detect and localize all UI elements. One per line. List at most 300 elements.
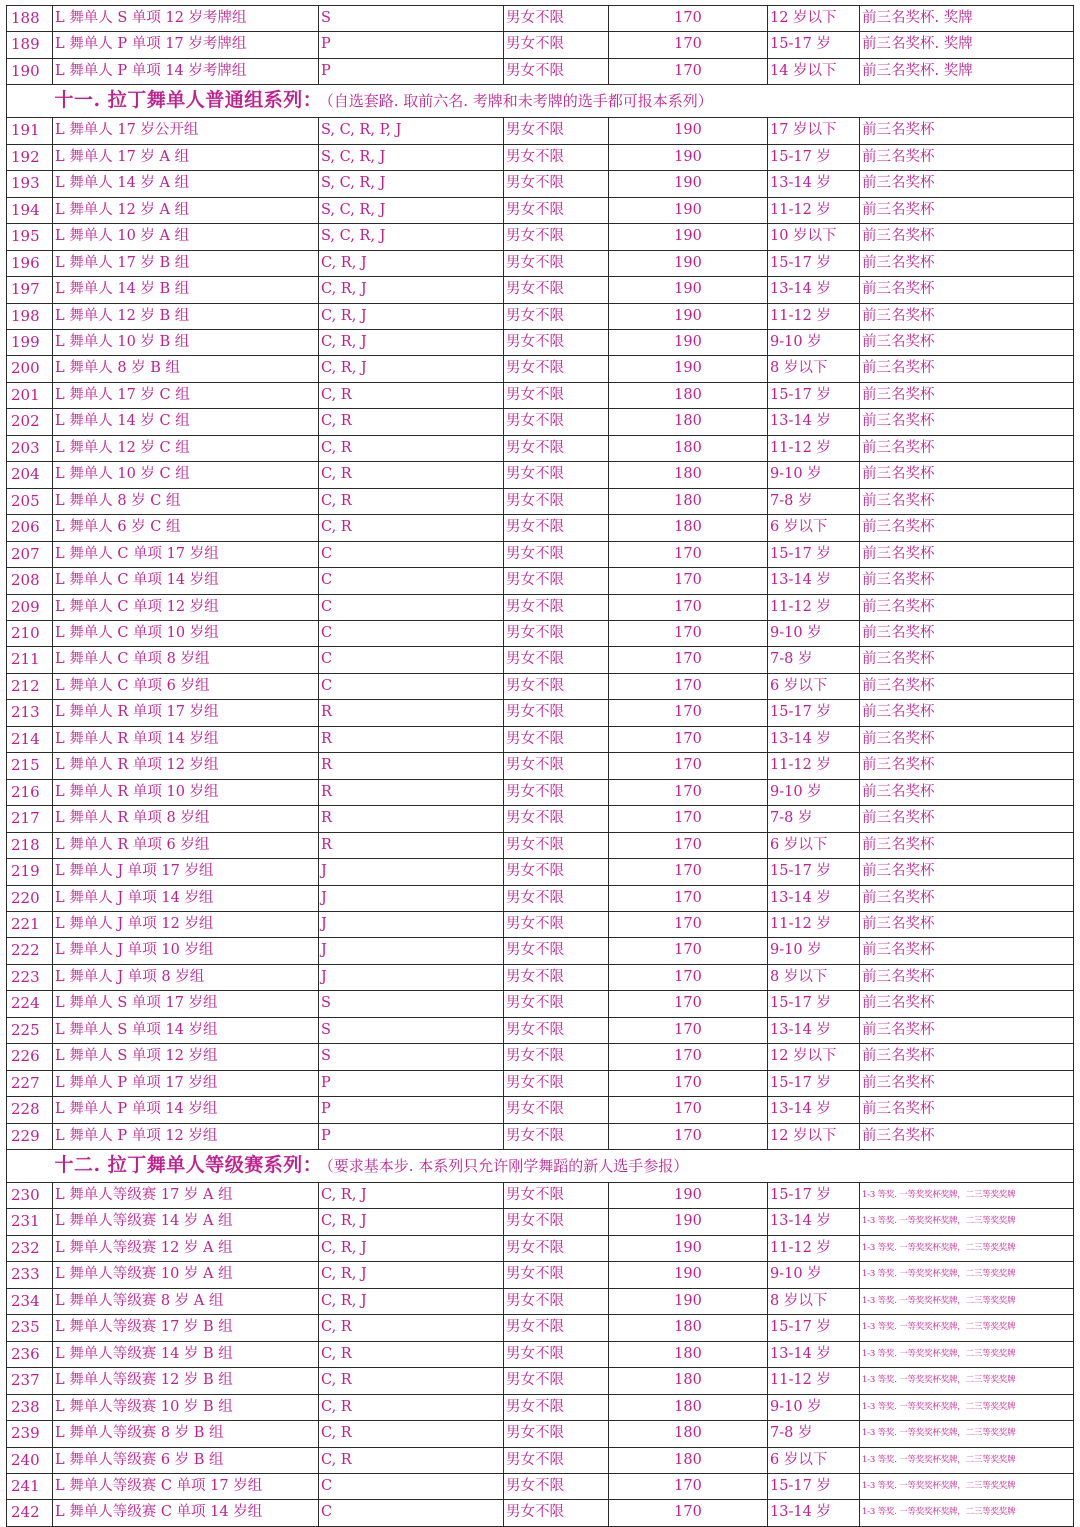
dances: R xyxy=(319,700,504,726)
event-number: 203 xyxy=(7,435,53,461)
event-number: 235 xyxy=(7,1315,53,1341)
event-name: L 舞单人 17 岁 C 组 xyxy=(53,382,319,408)
gender: 男女不限 xyxy=(504,1341,609,1367)
event-number: 208 xyxy=(7,568,53,594)
event-name: L 舞单人等级赛 8 岁 A 组 xyxy=(53,1288,319,1314)
age-group: 13-14 岁 xyxy=(768,1017,860,1043)
event-number: 222 xyxy=(7,938,53,964)
table-row xyxy=(7,277,1074,303)
age-group: 13-14 岁 xyxy=(768,171,860,197)
gender: 男女不限 xyxy=(504,673,609,699)
award: 前三名奖杯 xyxy=(860,250,1074,276)
entry-fee: 180 xyxy=(609,409,768,435)
table-row xyxy=(7,1341,1074,1367)
event-name: L 舞单人 S 单项 12 岁考牌组 xyxy=(53,6,319,32)
gender: 男女不限 xyxy=(504,329,609,355)
section-header xyxy=(7,1150,1074,1183)
award: 前三名奖杯 xyxy=(860,568,1074,594)
age-group: 7-8 岁 xyxy=(768,488,860,514)
age-group: 6 岁以下 xyxy=(768,1447,860,1473)
entry-fee: 170 xyxy=(609,647,768,673)
table-row xyxy=(7,885,1074,911)
dances: C, R xyxy=(319,1394,504,1420)
award: 前三名奖杯 xyxy=(860,753,1074,779)
age-group: 15-17 岁 xyxy=(768,250,860,276)
event-number: 204 xyxy=(7,462,53,488)
age-group: 12 岁以下 xyxy=(768,1044,860,1070)
dances: J xyxy=(319,911,504,937)
entry-fee: 190 xyxy=(609,1262,768,1288)
age-group: 11-12 岁 xyxy=(768,753,860,779)
event-number: 198 xyxy=(7,303,53,329)
entry-fee: 170 xyxy=(609,859,768,885)
dances: C xyxy=(319,1474,504,1500)
gender: 男女不限 xyxy=(504,1235,609,1261)
age-group: 17 岁以下 xyxy=(768,118,860,144)
entry-fee: 190 xyxy=(609,356,768,382)
age-group: 13-14 岁 xyxy=(768,1341,860,1367)
event-name: L 舞单人等级赛 8 岁 B 组 xyxy=(53,1421,319,1447)
table-row xyxy=(7,329,1074,355)
gender: 男女不限 xyxy=(504,779,609,805)
award: 前三名奖杯 xyxy=(860,726,1074,752)
age-group: 8 岁以下 xyxy=(768,1288,860,1314)
dances: S, C, R, J xyxy=(319,171,504,197)
award: 1-3 等奖. 一等奖奖杯奖牌，二三等奖奖牌 xyxy=(860,1315,1074,1341)
gender: 男女不限 xyxy=(504,594,609,620)
event-number: 226 xyxy=(7,1044,53,1070)
age-group: 9-10 岁 xyxy=(768,1262,860,1288)
dances: C, R, J xyxy=(319,303,504,329)
entry-fee: 190 xyxy=(609,303,768,329)
entry-fee: 170 xyxy=(609,753,768,779)
entry-fee: 170 xyxy=(609,964,768,990)
dances: P xyxy=(319,1123,504,1149)
award: 前三名奖杯 xyxy=(860,277,1074,303)
dances: C, R, J xyxy=(319,1235,504,1261)
event-number: 229 xyxy=(7,1123,53,1149)
age-group: 13-14 岁 xyxy=(768,409,860,435)
event-name: L 舞单人 R 单项 12 岁组 xyxy=(53,753,319,779)
event-number: 221 xyxy=(7,911,53,937)
event-name: L 舞单人 P 单项 14 岁组 xyxy=(53,1097,319,1123)
table-row xyxy=(7,1394,1074,1420)
dances: C xyxy=(319,647,504,673)
dances: P xyxy=(319,1070,504,1096)
dances: S, C, R, J xyxy=(319,224,504,250)
section-note: （要求基本步. 本系列只允许刚学舞蹈的新人选手参报） xyxy=(326,1157,689,1176)
award: 前三名奖杯 xyxy=(860,911,1074,937)
dances: C, R xyxy=(319,488,504,514)
dances: J xyxy=(319,885,504,911)
age-group: 13-14 岁 xyxy=(768,277,860,303)
event-name: L 舞单人 C 单项 8 岁组 xyxy=(53,647,319,673)
dances: C, R, J xyxy=(319,1183,504,1209)
event-number: 209 xyxy=(7,594,53,620)
award: 前三名奖杯. 奖牌 xyxy=(860,32,1074,58)
age-group: 15-17 岁 xyxy=(768,700,860,726)
event-number: 217 xyxy=(7,806,53,832)
event-number: 210 xyxy=(7,620,53,646)
age-group: 13-14 岁 xyxy=(768,1097,860,1123)
age-group: 14 岁以下 xyxy=(768,58,860,84)
award: 前三名奖杯 xyxy=(860,118,1074,144)
award: 前三名奖杯 xyxy=(860,594,1074,620)
event-number: 211 xyxy=(7,647,53,673)
entry-fee: 170 xyxy=(609,1500,768,1526)
entry-fee: 190 xyxy=(609,1183,768,1209)
event-number: 207 xyxy=(7,541,53,567)
event-number: 231 xyxy=(7,1209,53,1235)
award: 前三名奖杯 xyxy=(860,700,1074,726)
age-group: 11-12 岁 xyxy=(768,911,860,937)
age-group: 9-10 岁 xyxy=(768,1394,860,1420)
dances: R xyxy=(319,726,504,752)
gender: 男女不限 xyxy=(504,568,609,594)
award: 1-3 等奖. 一等奖奖杯奖牌，二三等奖奖牌 xyxy=(860,1447,1074,1473)
gender: 男女不限 xyxy=(504,938,609,964)
table-row xyxy=(7,1262,1074,1288)
table-row xyxy=(7,753,1074,779)
award: 前三名奖杯 xyxy=(860,197,1074,223)
dances: C xyxy=(319,568,504,594)
event-name: L 舞单人等级赛 C 单项 14 岁组 xyxy=(53,1500,319,1526)
table-row xyxy=(7,1447,1074,1473)
gender: 男女不限 xyxy=(504,6,609,32)
dances: R xyxy=(319,806,504,832)
dances: C, R xyxy=(319,515,504,541)
event-number: 236 xyxy=(7,1341,53,1367)
award: 前三名奖杯 xyxy=(860,224,1074,250)
event-name: L 舞单人 S 单项 17 岁组 xyxy=(53,991,319,1017)
event-name: L 舞单人 6 岁 C 组 xyxy=(53,515,319,541)
dances: P xyxy=(319,1097,504,1123)
table-row xyxy=(7,1209,1074,1235)
gender: 男女不限 xyxy=(504,1097,609,1123)
event-name: L 舞单人 8 岁 C 组 xyxy=(53,488,319,514)
dances: C, R xyxy=(319,1315,504,1341)
table-row xyxy=(7,462,1074,488)
event-number: 194 xyxy=(7,197,53,223)
dances: S xyxy=(319,991,504,1017)
gender: 男女不限 xyxy=(504,1315,609,1341)
table-row xyxy=(7,303,1074,329)
dances: S xyxy=(319,1017,504,1043)
award: 前三名奖杯 xyxy=(860,1123,1074,1149)
award: 前三名奖杯 xyxy=(860,303,1074,329)
entry-fee: 190 xyxy=(609,250,768,276)
age-group: 11-12 岁 xyxy=(768,435,860,461)
entry-fee: 170 xyxy=(609,568,768,594)
age-group: 11-12 岁 xyxy=(768,1235,860,1261)
event-name: L 舞单人 14 岁 A 组 xyxy=(53,171,319,197)
age-group: 15-17 岁 xyxy=(768,541,860,567)
event-number: 224 xyxy=(7,991,53,1017)
dances: S, C, R, P, J xyxy=(319,118,504,144)
age-group: 13-14 岁 xyxy=(768,1209,860,1235)
event-number: 220 xyxy=(7,885,53,911)
dances: C, R, J xyxy=(319,356,504,382)
table-row xyxy=(7,1183,1074,1209)
gender: 男女不限 xyxy=(504,806,609,832)
table-row xyxy=(7,435,1074,461)
event-number: 215 xyxy=(7,753,53,779)
age-group: 6 岁以下 xyxy=(768,515,860,541)
event-name: L 舞单人 S 单项 12 岁组 xyxy=(53,1044,319,1070)
table-row xyxy=(7,938,1074,964)
award: 1-3 等奖. 一等奖奖杯奖牌，二三等奖奖牌 xyxy=(860,1209,1074,1235)
gender: 男女不限 xyxy=(504,541,609,567)
table-row xyxy=(7,779,1074,805)
dances: R xyxy=(319,753,504,779)
dances: R xyxy=(319,832,504,858)
age-group: 6 岁以下 xyxy=(768,832,860,858)
table-row xyxy=(7,171,1074,197)
event-name: L 舞单人等级赛 14 岁 B 组 xyxy=(53,1341,319,1367)
dances: C, R xyxy=(319,1368,504,1394)
award: 前三名奖杯. 奖牌 xyxy=(860,58,1074,84)
award: 前三名奖杯 xyxy=(860,356,1074,382)
event-number: 225 xyxy=(7,1017,53,1043)
table-row xyxy=(7,859,1074,885)
dances: S, C, R, J xyxy=(319,197,504,223)
award: 1-3 等奖. 一等奖奖杯奖牌，二三等奖奖牌 xyxy=(860,1262,1074,1288)
gender: 男女不限 xyxy=(504,1394,609,1420)
award: 前三名奖杯 xyxy=(860,1017,1074,1043)
event-number: 230 xyxy=(7,1183,53,1209)
award: 前三名奖杯 xyxy=(860,144,1074,170)
dances: C, R, J xyxy=(319,250,504,276)
entry-fee: 170 xyxy=(609,6,768,32)
event-name: L 舞单人 17 岁公开组 xyxy=(53,118,319,144)
table-row xyxy=(7,568,1074,594)
dances: C, R xyxy=(319,382,504,408)
table-row xyxy=(7,356,1074,382)
entry-fee: 180 xyxy=(609,1368,768,1394)
gender: 男女不限 xyxy=(504,1421,609,1447)
gender: 男女不限 xyxy=(504,58,609,84)
event-name: L 舞单人 R 单项 10 岁组 xyxy=(53,779,319,805)
table-row xyxy=(7,700,1074,726)
award: 前三名奖杯 xyxy=(860,462,1074,488)
gender: 男女不限 xyxy=(504,832,609,858)
event-name: L 舞单人 P 单项 12 岁组 xyxy=(53,1123,319,1149)
gender: 男女不限 xyxy=(504,515,609,541)
gender: 男女不限 xyxy=(504,647,609,673)
event-number: 242 xyxy=(7,1500,53,1526)
entry-fee: 180 xyxy=(609,488,768,514)
age-group: 12 岁以下 xyxy=(768,1123,860,1149)
award: 前三名奖杯 xyxy=(860,938,1074,964)
dances: C, R, J xyxy=(319,277,504,303)
event-name: L 舞单人 R 单项 17 岁组 xyxy=(53,700,319,726)
event-number: 233 xyxy=(7,1262,53,1288)
event-name: L 舞单人 14 岁 C 组 xyxy=(53,409,319,435)
table-row xyxy=(7,1288,1074,1314)
gender: 男女不限 xyxy=(504,1183,609,1209)
event-number: 218 xyxy=(7,832,53,858)
event-number: 228 xyxy=(7,1097,53,1123)
entry-fee: 190 xyxy=(609,277,768,303)
gender: 男女不限 xyxy=(504,409,609,435)
table-row xyxy=(7,1235,1074,1261)
event-number: 189 xyxy=(7,32,53,58)
table-row xyxy=(7,620,1074,646)
entry-fee: 170 xyxy=(609,991,768,1017)
award: 前三名奖杯. 奖牌 xyxy=(860,6,1074,32)
age-group: 11-12 岁 xyxy=(768,1368,860,1394)
age-group: 8 岁以下 xyxy=(768,356,860,382)
event-name: L 舞单人 17 岁 A 组 xyxy=(53,144,319,170)
gender: 男女不限 xyxy=(504,144,609,170)
entry-fee: 170 xyxy=(609,1070,768,1096)
age-group: 13-14 岁 xyxy=(768,885,860,911)
dances: C, R xyxy=(319,462,504,488)
entry-fee: 170 xyxy=(609,726,768,752)
gender: 男女不限 xyxy=(504,171,609,197)
entry-fee: 190 xyxy=(609,171,768,197)
age-group: 15-17 岁 xyxy=(768,382,860,408)
event-number: 190 xyxy=(7,58,53,84)
award: 前三名奖杯 xyxy=(860,832,1074,858)
entry-fee: 170 xyxy=(609,700,768,726)
entry-fee: 190 xyxy=(609,144,768,170)
award: 1-3 等奖. 一等奖奖杯奖牌，二三等奖奖牌 xyxy=(860,1500,1074,1526)
event-number: 239 xyxy=(7,1421,53,1447)
table-row xyxy=(7,197,1074,223)
entry-fee: 180 xyxy=(609,462,768,488)
gender: 男女不限 xyxy=(504,382,609,408)
gender: 男女不限 xyxy=(504,1044,609,1070)
gender: 男女不限 xyxy=(504,1474,609,1500)
dances: C xyxy=(319,1500,504,1526)
age-group: 6 岁以下 xyxy=(768,673,860,699)
event-name: L 舞单人 12 岁 B 组 xyxy=(53,303,319,329)
entry-fee: 190 xyxy=(609,118,768,144)
event-name: L 舞单人等级赛 6 岁 B 组 xyxy=(53,1447,319,1473)
table-row xyxy=(7,1315,1074,1341)
table-row xyxy=(7,991,1074,1017)
award: 前三名奖杯 xyxy=(860,435,1074,461)
entry-fee: 190 xyxy=(609,1235,768,1261)
table-row xyxy=(7,1097,1074,1123)
age-group: 9-10 岁 xyxy=(768,329,860,355)
dances: C, R, J xyxy=(319,329,504,355)
dances: R xyxy=(319,779,504,805)
event-name: L 舞单人 P 单项 17 岁考牌组 xyxy=(53,32,319,58)
event-name: L 舞单人 14 岁 B 组 xyxy=(53,277,319,303)
entry-fee: 170 xyxy=(609,1097,768,1123)
award: 前三名奖杯 xyxy=(860,964,1074,990)
gender: 男女不限 xyxy=(504,753,609,779)
event-name: L 舞单人 J 单项 14 岁组 xyxy=(53,885,319,911)
table-row xyxy=(7,250,1074,276)
dances: C xyxy=(319,673,504,699)
table-row xyxy=(7,409,1074,435)
event-number: 197 xyxy=(7,277,53,303)
gender: 男女不限 xyxy=(504,1447,609,1473)
gender: 男女不限 xyxy=(504,1368,609,1394)
event-number: 205 xyxy=(7,488,53,514)
dances: J xyxy=(319,859,504,885)
gender: 男女不限 xyxy=(504,885,609,911)
event-name: L 舞单人等级赛 10 岁 A 组 xyxy=(53,1262,319,1288)
gender: 男女不限 xyxy=(504,277,609,303)
event-name: L 舞单人 8 岁 B 组 xyxy=(53,356,319,382)
event-name: L 舞单人 C 单项 17 岁组 xyxy=(53,541,319,567)
dances: S xyxy=(319,6,504,32)
age-group: 7-8 岁 xyxy=(768,1421,860,1447)
entry-fee: 170 xyxy=(609,938,768,964)
award: 1-3 等奖. 一等奖奖杯奖牌，二三等奖奖牌 xyxy=(860,1421,1074,1447)
age-group: 9-10 岁 xyxy=(768,462,860,488)
gender: 男女不限 xyxy=(504,356,609,382)
award: 1-3 等奖. 一等奖奖杯奖牌，二三等奖奖牌 xyxy=(860,1394,1074,1420)
entry-fee: 180 xyxy=(609,1394,768,1420)
entry-fee: 170 xyxy=(609,832,768,858)
table-row xyxy=(7,32,1074,58)
event-name: L 舞单人 J 单项 8 岁组 xyxy=(53,964,319,990)
award: 前三名奖杯 xyxy=(860,991,1074,1017)
table-row xyxy=(7,647,1074,673)
award: 前三名奖杯 xyxy=(860,673,1074,699)
table-row xyxy=(7,6,1074,32)
event-number: 232 xyxy=(7,1235,53,1261)
section-note: （自选套路. 取前六名. 考牌和未考牌的选手都可报本系列） xyxy=(326,92,713,111)
entry-fee: 170 xyxy=(609,779,768,805)
event-number: 219 xyxy=(7,859,53,885)
dances: C, R xyxy=(319,1341,504,1367)
event-number: 206 xyxy=(7,515,53,541)
entry-fee: 170 xyxy=(609,806,768,832)
award: 前三名奖杯 xyxy=(860,488,1074,514)
gender: 男女不限 xyxy=(504,224,609,250)
event-name: L 舞单人 R 单项 6 岁组 xyxy=(53,832,319,858)
section-label xyxy=(53,1150,1074,1183)
table-row xyxy=(7,1368,1074,1394)
table-row xyxy=(7,118,1074,144)
gender: 男女不限 xyxy=(504,964,609,990)
event-name: L 舞单人 R 单项 14 岁组 xyxy=(53,726,319,752)
section-spacer xyxy=(7,1150,53,1183)
table-row xyxy=(7,673,1074,699)
table-row xyxy=(7,964,1074,990)
gender: 男女不限 xyxy=(504,700,609,726)
event-name: L 舞单人 C 单项 14 岁组 xyxy=(53,568,319,594)
award: 1-3 等奖. 一等奖奖杯奖牌，二三等奖奖牌 xyxy=(860,1183,1074,1209)
entry-fee: 180 xyxy=(609,515,768,541)
award: 前三名奖杯 xyxy=(860,647,1074,673)
age-group: 15-17 岁 xyxy=(768,32,860,58)
entry-fee: 180 xyxy=(609,1341,768,1367)
event-name: L 舞单人等级赛 C 单项 17 岁组 xyxy=(53,1474,319,1500)
gender: 男女不限 xyxy=(504,488,609,514)
table-row xyxy=(7,515,1074,541)
entry-fee: 190 xyxy=(609,1288,768,1314)
event-table-body xyxy=(7,6,1074,1527)
age-group: 9-10 岁 xyxy=(768,620,860,646)
table-row xyxy=(7,594,1074,620)
gender: 男女不限 xyxy=(504,859,609,885)
age-group: 15-17 岁 xyxy=(768,144,860,170)
award: 前三名奖杯 xyxy=(860,171,1074,197)
award: 前三名奖杯 xyxy=(860,885,1074,911)
award: 前三名奖杯 xyxy=(860,515,1074,541)
dances: C xyxy=(319,594,504,620)
entry-fee: 170 xyxy=(609,673,768,699)
event-name: L 舞单人 10 岁 A 组 xyxy=(53,224,319,250)
table-row xyxy=(7,911,1074,937)
